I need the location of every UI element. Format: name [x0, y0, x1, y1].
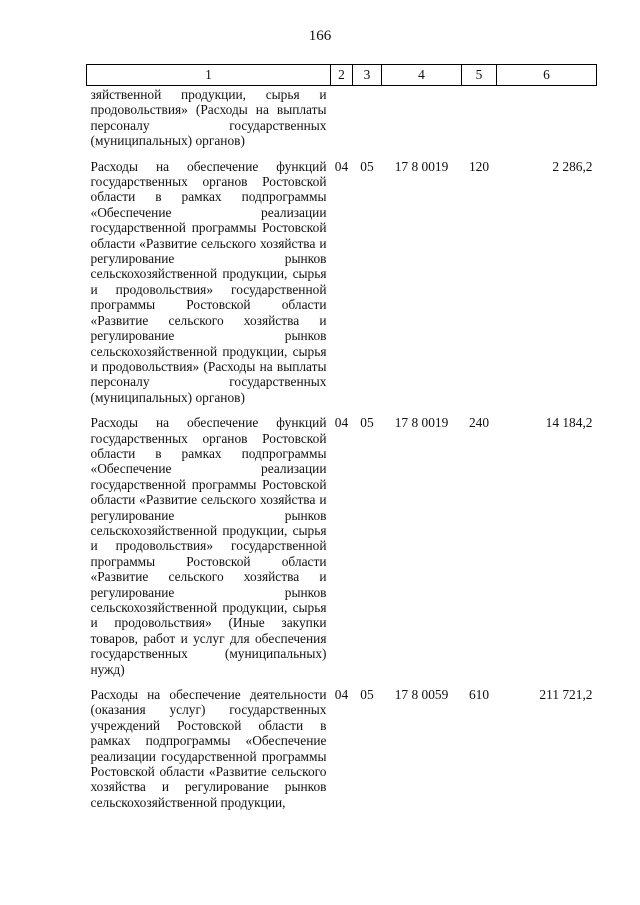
row-amount — [497, 86, 597, 149]
page-number: 166 — [308, 28, 332, 44]
expense-type-code: 240 — [468, 415, 490, 431]
section-code: 04 — [334, 158, 349, 174]
subsection-code: 05 — [360, 415, 374, 431]
target-article-code — [382, 86, 462, 149]
section-code: 04 — [334, 687, 349, 703]
column-header: 3 — [353, 65, 382, 86]
row-description: Расходы на обеспечение функций государственных органов Ростовской области в рамках подпрограммы «Обеспечение реализации государственной программы Ростовской области «Развитие сельского хозяйства и регулирование рынков сельскохозяйственной продукции, сырья и продовольствия» государственной программы Ростовской области «Развитие сельского хозяйства и регулирование рынков сельскохозяйственной продукции, сырья и продовольствия» (Иные закупки товаров, работ и услуг для обеспечения государственных (муниципальных) нужд) — [90, 415, 327, 677]
section-code — [331, 86, 353, 149]
column-header: 5 — [462, 65, 497, 86]
budget-table — [86, 64, 597, 810]
column-header: 4 — [382, 65, 462, 86]
row-amount: 2 286,2 — [552, 158, 593, 174]
table-row — [87, 86, 597, 149]
table-row — [87, 677, 597, 810]
column-header: 1 — [87, 65, 331, 86]
subsection-code: 05 — [360, 158, 374, 174]
column-header: 6 — [497, 65, 597, 86]
expense-type-code — [462, 86, 497, 149]
section-code: 04 — [334, 415, 349, 431]
row-description: Расходы на обеспечение деятельности (оказания услуг) государственных учреждений Ростовской области в рамках подпрограммы «Обеспечение реализации государственной программы Ростовской области «Развитие сельского хозяйства и регулирование рынков сельскохозяйственной продукции, — [90, 687, 327, 810]
row-amount: 14 184,2 — [545, 415, 593, 431]
row-amount: 211 721,2 — [539, 687, 593, 703]
target-article-code: 17 8 0019 — [394, 415, 449, 431]
table-row — [87, 149, 597, 406]
expense-type-code: 610 — [468, 687, 490, 703]
table-row — [87, 405, 597, 677]
expense-type-code: 120 — [468, 158, 490, 174]
row-description: зяйственной продукции, сырья и продовольствия» (Расходы на выплаты персоналу государственных (муниципальных) органов) — [90, 87, 327, 149]
target-article-code: 17 8 0059 — [394, 687, 449, 703]
subsection-code — [353, 86, 382, 149]
row-description: Расходы на обеспечение функций государственных органов Ростовской области в рамках подпрограммы «Обеспечение реализации государственной программы Ростовской области «Развитие сельского хозяйства и регулирование рынков сельскохозяйственной продукции, сырья и продовольствия» государственной программы Ростовской области «Развитие сельского хозяйства и регулирование рынков сельскохозяйственной продукции, сырья и продовольствия» (Расходы на выплаты персоналу государственных (муниципальных) органов) — [90, 158, 327, 405]
target-article-code: 17 8 0019 — [394, 158, 449, 174]
column-header: 2 — [331, 65, 353, 86]
table-header-row — [87, 65, 597, 86]
subsection-code: 05 — [360, 687, 374, 703]
